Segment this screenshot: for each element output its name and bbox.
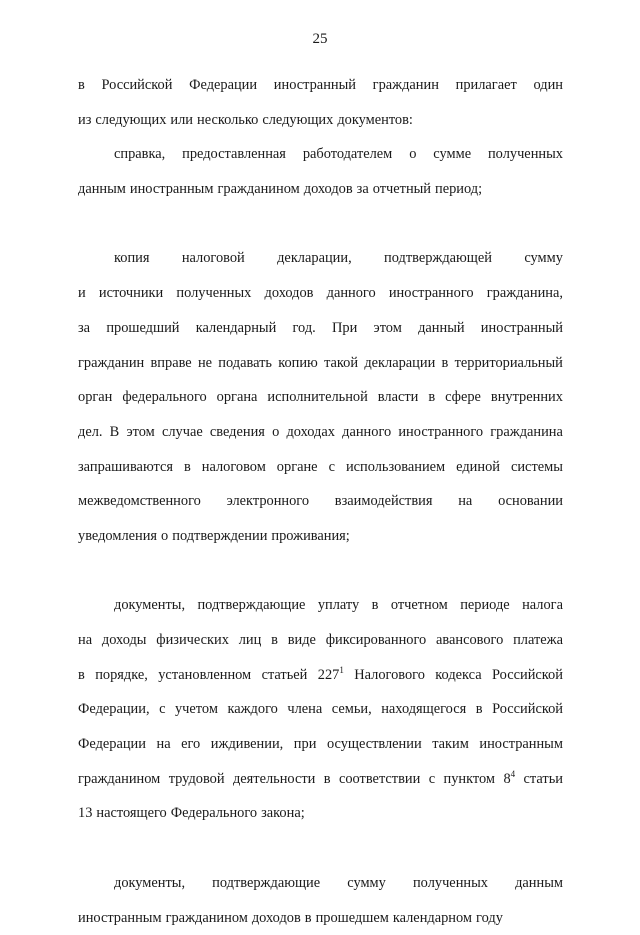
text-line bbox=[78, 103, 563, 138]
word: установленном bbox=[158, 658, 251, 693]
word: работодателем bbox=[303, 137, 392, 172]
word: деятельности bbox=[233, 762, 315, 797]
word: на bbox=[157, 727, 171, 762]
word: копию bbox=[278, 346, 318, 381]
word: уплату bbox=[318, 588, 359, 623]
word: виде bbox=[288, 623, 316, 658]
text-line bbox=[78, 727, 563, 762]
word: в bbox=[428, 380, 435, 415]
text-line bbox=[78, 311, 563, 346]
word: за bbox=[78, 311, 90, 346]
page-number: 25 bbox=[0, 30, 640, 48]
word: не bbox=[198, 346, 212, 381]
word: орган bbox=[78, 380, 112, 415]
word: такой bbox=[324, 346, 358, 381]
word: органа bbox=[217, 380, 258, 415]
text-line bbox=[78, 450, 563, 485]
word: из bbox=[78, 103, 91, 138]
word: или bbox=[170, 103, 193, 138]
word: исполнительной bbox=[267, 380, 367, 415]
word: доходов bbox=[252, 901, 301, 935]
text-line bbox=[78, 901, 563, 935]
word: несколько bbox=[197, 103, 258, 138]
word: в bbox=[476, 692, 483, 727]
word: Федерации, bbox=[78, 692, 150, 727]
word: гражданин bbox=[78, 346, 144, 381]
word: иностранным bbox=[78, 901, 162, 935]
word: календарном bbox=[393, 901, 472, 935]
word: данным bbox=[515, 866, 563, 901]
word: в bbox=[78, 658, 85, 693]
word: сумме bbox=[433, 137, 471, 172]
paragraph-gap bbox=[78, 554, 563, 589]
word: В bbox=[110, 415, 120, 450]
text-line bbox=[78, 241, 563, 276]
word: прилагает bbox=[456, 68, 517, 103]
word: гражданином bbox=[166, 901, 248, 935]
text-line bbox=[78, 415, 563, 450]
word: документы, bbox=[114, 866, 185, 901]
word: подтверждающие bbox=[212, 866, 320, 901]
word: Российской bbox=[492, 692, 563, 727]
word: о bbox=[272, 415, 279, 450]
word: системы bbox=[511, 450, 563, 485]
word: гражданина, bbox=[487, 276, 563, 311]
word: органе bbox=[277, 450, 318, 485]
word: закона; bbox=[261, 796, 305, 831]
word: в bbox=[78, 68, 85, 103]
word: гражданином bbox=[78, 762, 160, 797]
word: один bbox=[533, 68, 563, 103]
word: с bbox=[159, 692, 165, 727]
text-line bbox=[78, 137, 563, 172]
word: таким bbox=[432, 727, 469, 762]
text-line bbox=[78, 519, 563, 554]
word: и bbox=[78, 276, 86, 311]
word: соответствии bbox=[339, 762, 420, 797]
word: отчетном bbox=[391, 588, 448, 623]
word: данный bbox=[418, 311, 464, 346]
word: полученных bbox=[176, 276, 251, 311]
document-body bbox=[78, 68, 563, 935]
paragraph bbox=[78, 866, 563, 935]
word: иностранным bbox=[130, 172, 214, 207]
word: о bbox=[409, 137, 416, 172]
word: предоставленная bbox=[182, 137, 286, 172]
paragraph bbox=[78, 68, 563, 137]
word: в bbox=[324, 762, 331, 797]
word: запрашиваются bbox=[78, 450, 173, 485]
word: лиц bbox=[239, 623, 262, 658]
word: пунктом bbox=[444, 762, 496, 797]
word: прошедший bbox=[106, 311, 179, 346]
word: справка, bbox=[114, 137, 165, 172]
word: отчетный bbox=[373, 172, 431, 207]
word: внутренних bbox=[491, 380, 563, 415]
word: источники bbox=[99, 276, 163, 311]
word: иждивении, bbox=[211, 727, 283, 762]
word: в bbox=[372, 588, 379, 623]
word: Федерального bbox=[171, 796, 257, 831]
word: в bbox=[442, 346, 449, 381]
word: данным bbox=[78, 172, 126, 207]
word: налоговой bbox=[182, 241, 245, 276]
word: декларации bbox=[364, 346, 435, 381]
word: иностранного bbox=[398, 415, 483, 450]
word: статьей bbox=[262, 658, 308, 693]
word: подтверждающие bbox=[197, 588, 305, 623]
word: на bbox=[78, 623, 92, 658]
paragraph-gap bbox=[78, 207, 563, 242]
word: каждого bbox=[227, 692, 277, 727]
word: сумму bbox=[347, 866, 386, 901]
word: дел. bbox=[78, 415, 103, 450]
word: году bbox=[476, 901, 503, 935]
word: следующих bbox=[95, 103, 166, 138]
text-line bbox=[78, 276, 563, 311]
word: порядке, bbox=[95, 658, 148, 693]
word: гражданином bbox=[217, 172, 299, 207]
paragraph bbox=[78, 241, 563, 553]
word: этом bbox=[126, 415, 154, 450]
word: налоговом bbox=[202, 450, 266, 485]
word: полученных bbox=[413, 866, 488, 901]
word: территориальный bbox=[455, 346, 563, 381]
word: копия bbox=[114, 241, 149, 276]
word: данного bbox=[327, 276, 376, 311]
word: При bbox=[332, 311, 357, 346]
word: уведомления bbox=[78, 519, 157, 554]
word: сфере bbox=[445, 380, 481, 415]
word: налога bbox=[522, 588, 563, 623]
word: использованием bbox=[346, 450, 445, 485]
word: документов: bbox=[337, 103, 413, 138]
text-line bbox=[78, 380, 563, 415]
word: осуществлении bbox=[327, 727, 422, 762]
word: настоящего bbox=[96, 796, 166, 831]
word: в bbox=[305, 901, 312, 935]
word: доходов bbox=[304, 172, 353, 207]
word: доходы bbox=[102, 623, 147, 658]
text-line bbox=[78, 796, 563, 831]
word: кодекса bbox=[435, 658, 481, 693]
word: следующих bbox=[262, 103, 333, 138]
word: полученных bbox=[488, 137, 563, 172]
word: с bbox=[329, 450, 335, 485]
word: в bbox=[271, 623, 278, 658]
word: авансового bbox=[436, 623, 503, 658]
text-line bbox=[78, 762, 563, 797]
word: периоде bbox=[460, 588, 509, 623]
paragraph bbox=[78, 137, 563, 206]
word: с bbox=[429, 762, 435, 797]
word: Федерации bbox=[78, 727, 146, 762]
word: год. bbox=[293, 311, 316, 346]
word: при bbox=[294, 727, 317, 762]
word: гражданин bbox=[373, 68, 439, 103]
word: проживания; bbox=[271, 519, 349, 554]
word: период; bbox=[435, 172, 482, 207]
word: федерального bbox=[122, 380, 206, 415]
word: учетом bbox=[175, 692, 218, 727]
word: иностранный bbox=[274, 68, 356, 103]
word: за bbox=[357, 172, 369, 207]
paragraph-gap bbox=[78, 831, 563, 866]
word: на bbox=[458, 484, 472, 519]
word: трудовой bbox=[169, 762, 225, 797]
word: 13 bbox=[78, 796, 92, 831]
word: гражданина bbox=[490, 415, 563, 450]
text-line bbox=[78, 588, 563, 623]
word: подавать bbox=[218, 346, 272, 381]
word: декларации, bbox=[277, 241, 352, 276]
word: находящегося bbox=[381, 692, 466, 727]
word: иностранный bbox=[481, 311, 563, 346]
text-line bbox=[78, 623, 563, 658]
word: иностранным bbox=[479, 727, 563, 762]
word: документы, bbox=[114, 588, 185, 623]
text-line bbox=[78, 172, 563, 207]
word: сведения bbox=[210, 415, 265, 450]
word: календарный bbox=[196, 311, 277, 346]
word: его bbox=[181, 727, 200, 762]
word: прошедшем bbox=[316, 901, 389, 935]
word: вправе bbox=[151, 346, 192, 381]
word: Федерации bbox=[189, 68, 257, 103]
word: $227^1$ bbox=[318, 658, 344, 693]
word: сумму bbox=[524, 241, 563, 276]
text-line bbox=[78, 346, 563, 381]
word: доходов bbox=[265, 276, 314, 311]
text-line bbox=[78, 866, 563, 901]
text-line bbox=[78, 68, 563, 103]
word: фиксированного bbox=[326, 623, 426, 658]
text-line bbox=[78, 658, 563, 693]
word: доходах bbox=[286, 415, 335, 450]
word: случае bbox=[162, 415, 203, 450]
text-line bbox=[78, 692, 563, 727]
word: Налогового bbox=[354, 658, 425, 693]
word: иностранного bbox=[389, 276, 474, 311]
word: платежа bbox=[513, 623, 563, 658]
word: статьи bbox=[524, 762, 563, 797]
word: власти bbox=[378, 380, 419, 415]
word: единой bbox=[456, 450, 500, 485]
word: члена bbox=[287, 692, 322, 727]
paragraph bbox=[78, 588, 563, 831]
word: основании bbox=[498, 484, 563, 519]
word: физических bbox=[156, 623, 229, 658]
word: подтверждении bbox=[172, 519, 267, 554]
word: межведомственного bbox=[78, 484, 201, 519]
word: семьи, bbox=[332, 692, 372, 727]
word: этом bbox=[374, 311, 402, 346]
word: в bbox=[184, 450, 191, 485]
word: взаимодействия bbox=[335, 484, 433, 519]
word: $8^4$ bbox=[503, 762, 515, 797]
word: о bbox=[161, 519, 168, 554]
word: Российской bbox=[492, 658, 563, 693]
text-line bbox=[78, 484, 563, 519]
word: Российской bbox=[102, 68, 173, 103]
word: подтверждающей bbox=[384, 241, 492, 276]
word: данного bbox=[342, 415, 391, 450]
word: электронного bbox=[227, 484, 309, 519]
